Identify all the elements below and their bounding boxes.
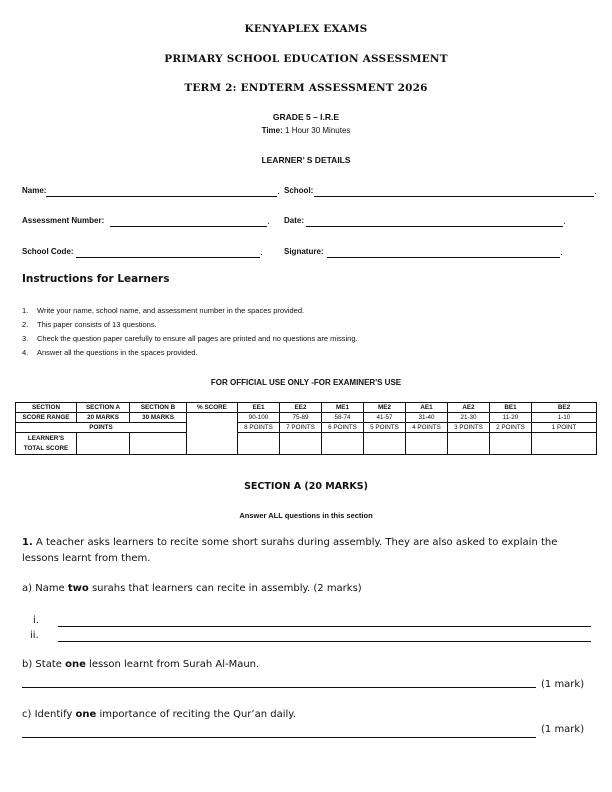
table-cell: BE1	[490, 403, 532, 413]
table-cell: % SCORE	[187, 403, 238, 413]
table-cell: 7 POINTS	[280, 423, 322, 433]
marks-1c: (1 mark)	[541, 724, 585, 735]
instruction-number: 1.	[22, 306, 29, 315]
table-cell: BE2	[532, 403, 597, 413]
name-label: Name:	[22, 186, 47, 195]
term-title: TERM 2: ENDTERM ASSESSMENT 2026	[184, 82, 428, 94]
table-cell: 11-20	[490, 413, 532, 423]
school-code-label: School Code:	[22, 247, 74, 256]
question-text: lesson learnt from Surah Al-Maun.	[85, 659, 260, 670]
answer-line-1c[interactable]	[22, 737, 536, 738]
time-line	[0, 126, 612, 135]
table-cell: 31-40	[406, 413, 448, 423]
table-cell: 4 POINTS	[406, 423, 448, 433]
time-label: Time:	[261, 126, 283, 135]
table-cell: 21-30	[448, 413, 490, 423]
question-text: a) Name	[22, 583, 68, 594]
points-label-cell: POINTS	[16, 423, 187, 433]
question-number: 1.	[22, 537, 33, 548]
table-cell: AE1	[406, 403, 448, 413]
grade-label: GRADE 5 – I.R.E	[272, 112, 340, 122]
instruction-item	[22, 306, 304, 315]
table-cell: 30 MARKS	[130, 413, 187, 423]
question-emphasis: one	[75, 709, 97, 720]
table-cell	[238, 433, 280, 455]
marks-1b: (1 mark)	[541, 679, 585, 690]
assessment-number-label: Assessment Number:	[22, 216, 105, 225]
answer-line-1a-ii[interactable]	[58, 641, 591, 642]
instruction-text: Answer all the questions in the spaces provided.	[37, 348, 198, 357]
table-cell: SECTION A	[77, 403, 130, 413]
section-b-score-cell[interactable]	[130, 433, 187, 455]
table-cell: 6 POINTS	[322, 423, 364, 433]
total-label-line-2: TOTAL SCORE	[23, 444, 69, 452]
table-cell: ME1	[322, 403, 364, 413]
name-field[interactable]	[46, 196, 277, 197]
table-cell: 41-57	[364, 413, 406, 423]
question-1a	[22, 581, 362, 597]
table-cell: 5 POINTS	[364, 423, 406, 433]
instruction-text: This paper consists of 13 questions.	[37, 320, 157, 329]
instruction-text: Write your name, school name, and assessment number in the spaces provided.	[37, 306, 305, 315]
school-field[interactable]	[314, 196, 594, 197]
table-cell: 58-74	[322, 413, 364, 423]
signature-label: Signature:	[284, 247, 324, 256]
dot: .	[267, 217, 270, 227]
table-cell: EE1	[238, 403, 280, 413]
dot: .	[563, 217, 566, 227]
table-cell: SECTION	[16, 403, 77, 413]
table-cell: 2 POINTS	[490, 423, 532, 433]
instruction-item	[22, 320, 157, 329]
instruction-number: 2.	[22, 320, 29, 329]
table-row	[16, 413, 597, 423]
date-field[interactable]	[306, 226, 563, 227]
table-row	[16, 423, 597, 433]
learner-details-heading: LEARNER’ S DETAILS	[261, 155, 351, 165]
assessment-number-field[interactable]	[110, 226, 267, 227]
table-cell: SECTION B	[130, 403, 187, 413]
table-cell: 75-89	[280, 413, 322, 423]
question-text: c) Identify	[22, 709, 76, 720]
table-row	[16, 433, 597, 455]
date-label: Date:	[284, 216, 305, 225]
table-cell: 8 POINTS	[238, 423, 280, 433]
table-cell: 90-100	[238, 413, 280, 423]
time-value: 1 Hour 30 Minutes	[282, 126, 351, 135]
answer-line-1a-i[interactable]	[58, 626, 591, 627]
table-cell	[280, 433, 322, 455]
section-a-score-cell[interactable]	[77, 433, 130, 455]
dot: .	[277, 187, 280, 197]
question-text: surahs that learners can recite in assembly. (2 marks)	[88, 583, 362, 594]
question-text: b) State	[22, 659, 66, 670]
table-cell: 20 MARKS	[77, 413, 130, 423]
signature-field[interactable]	[327, 257, 560, 258]
table-cell: 3 POINTS	[448, 423, 490, 433]
answer-line-1b[interactable]	[22, 687, 536, 688]
table-cell: AE2	[448, 403, 490, 413]
question-text: A teacher asks learners to recite some short surahs during assembly. They are also asked to explain the lessons learnt from them.	[22, 537, 558, 564]
total-label-line-1: LEARNER'S	[27, 434, 65, 442]
official-use-heading: FOR OFFICIAL USE ONLY -FOR EXAMINER'S USE	[210, 378, 402, 387]
table-row	[16, 403, 597, 413]
instruction-item	[22, 348, 198, 357]
dot: .	[260, 248, 263, 258]
instruction-number: 4.	[22, 348, 29, 357]
dot: .	[594, 187, 597, 197]
dot: .	[560, 248, 563, 258]
exam-body-title: KENYAPLEX EXAMS	[244, 23, 368, 35]
total-score-label-cell	[16, 433, 77, 455]
roman-ii-label: ii.	[30, 630, 39, 641]
table-cell: 1 POINT	[532, 423, 597, 433]
question-emphasis: two	[67, 583, 89, 594]
question-1	[22, 535, 597, 567]
instruction-number: 3.	[22, 334, 29, 343]
table-cell	[322, 433, 364, 455]
table-cell	[364, 433, 406, 455]
assessment-title: PRIMARY SCHOOL EDUCATION ASSESSMENT	[164, 53, 448, 65]
question-emphasis: one	[65, 659, 86, 670]
percent-score-cell[interactable]	[187, 413, 238, 455]
table-cell: EE2	[280, 403, 322, 413]
table-cell: ME2	[364, 403, 406, 413]
table-cell: 1-10	[532, 413, 597, 423]
table-cell	[490, 433, 532, 455]
instruction-text: Check the question paper carefully to ensure all pages are printed and no questions are missing.	[37, 334, 358, 343]
question-1b	[22, 657, 259, 673]
table-cell: SCORE RANGE	[16, 413, 77, 423]
section-a-instruction: Answer ALL questions in this section	[239, 511, 373, 520]
instruction-item	[22, 334, 358, 343]
table-cell	[406, 433, 448, 455]
instructions-title: Instructions for Learners	[22, 273, 170, 285]
section-a-title: SECTION A (20 MARKS)	[244, 481, 368, 492]
official-score-table	[15, 402, 597, 455]
table-cell	[448, 433, 490, 455]
question-text: importance of reciting the Qur’an daily.	[96, 709, 296, 720]
table-cell	[532, 433, 597, 455]
school-code-field[interactable]	[76, 257, 260, 258]
question-1c	[22, 707, 296, 723]
school-label: School:	[284, 186, 314, 195]
roman-i-label: i.	[33, 615, 39, 626]
